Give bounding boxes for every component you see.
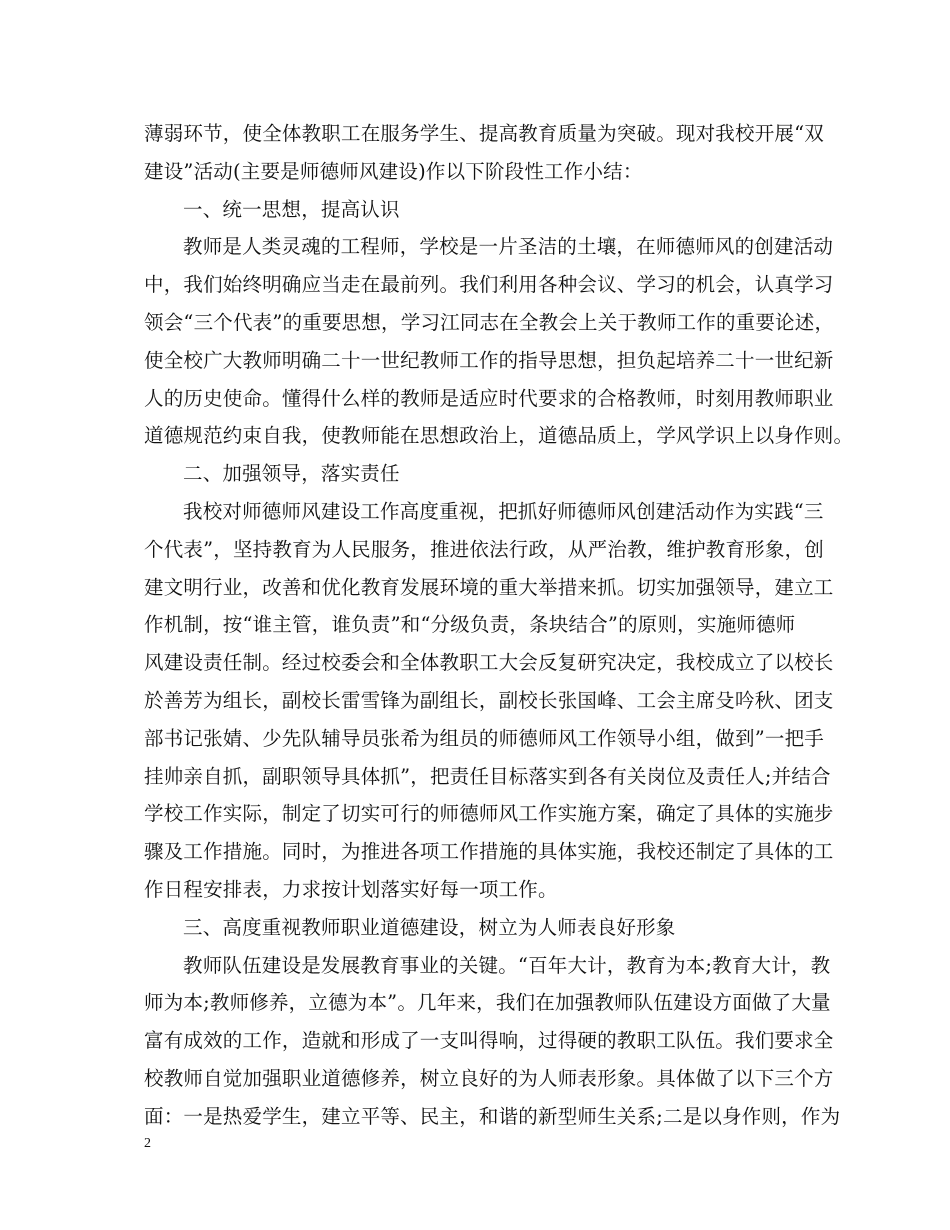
text-line: 建文明行业，改善和优化教育发展环境的重大举措来抓。切实加强领导，建立工 [144, 575, 834, 599]
text-line: 面：一是热爱学生，建立平等、民主，和谐的新型师生关系;二是以身作则，作为 [144, 1104, 841, 1128]
text-line: 骤及工作措施。同时，为推进各项工作措施的具体实施，我校还制定了具体的工 [144, 840, 834, 864]
text-line: 二、加强领导，落实责任 [183, 462, 400, 486]
text-line: 师为本;教师修养，立德为本”。几年来，我们在加强教师队伍建设方面做了大量 [144, 991, 831, 1015]
text-line: 领会“三个代表”的重要思想，学习江同志在全教会上关于教师工作的重要论述， [144, 310, 835, 334]
text-line: 学校工作实际，制定了切实可行的师德师风工作实施方案，确定了具体的实施步 [144, 802, 834, 826]
text-line: 校教师自觉加强职业道德修养，树立良好的为人师表形象。具体做了以下三个方 [144, 1066, 834, 1090]
text-line: 道德规范约束自我，使教师能在思想政治上，道德品质上，学风学识上以身作则。 [144, 424, 854, 448]
text-line: 三、高度重视教师职业道德建设，树立为人师表良好形象 [183, 915, 676, 939]
text-line: 富有成效的工作，造就和形成了一支叫得响，过得硬的教职工队伍。我们要求全 [144, 1029, 834, 1053]
text-line: 作日程安排表，力求按计划落实好每一项工作。 [144, 877, 558, 901]
text-line: 部书记张婧、少先队辅导员张希为组员的师德师风工作领导小组，做到”一把手 [144, 726, 824, 750]
page-number: 2 [144, 1136, 151, 1151]
text-line: 於善芳为组长，副校长雷雪锋为副组长，副校长张国峰、工会主席殳吟秋、团支 [144, 688, 834, 712]
text-line: 一、统一思想，提高认识 [183, 197, 400, 221]
text-line: 个代表”，坚持教育为人民服务，推进依法行政，从严治教，维护教育形象，创 [144, 537, 824, 561]
text-line: 教师是人类灵魂的工程师，学校是一片圣洁的土壤，在师德师风的创建活动 [183, 235, 834, 259]
text-line: 我校对师德师风建设工作高度重视，把抓好师德师风创建活动作为实践“三 [183, 499, 824, 523]
text-line: 挂帅亲自抓，副职领导具体抓”，把责任目标落实到各有关岗位及责任人;并结合 [144, 764, 831, 788]
text-line: 教师队伍建设是发展教育事业的关键。“百年大计，教育为本;教育大计，教 [183, 953, 831, 977]
text-line: 建设”活动(主要是师德师风建设)作以下阶段性工作小结： [144, 159, 643, 183]
document-body [144, 115, 854, 1136]
text-line: 薄弱环节，使全体教职工在服务学生、提高教育质量为突破。现对我校开展“双 [144, 122, 824, 145]
text-line: 使全校广大教师明确二十一世纪教师工作的指导思想，担负起培养二十一世纪新 [144, 348, 834, 372]
text-line: 作机制，按“谁主管，谁负责”和“分级负责，条块结合”的原则，实施师德师 [144, 613, 796, 637]
text-line: 风建设责任制。经过校委会和全体教职工大会反复研究决定，我校成立了以校长 [144, 651, 834, 675]
text-line: 人的历史使命。懂得什么样的教师是适应时代要求的合格教师，时刻用教师职业 [144, 386, 834, 410]
text-line: 中，我们始终明确应当走在最前列。我们利用各种会议、学习的机会，认真学习 [144, 273, 834, 297]
